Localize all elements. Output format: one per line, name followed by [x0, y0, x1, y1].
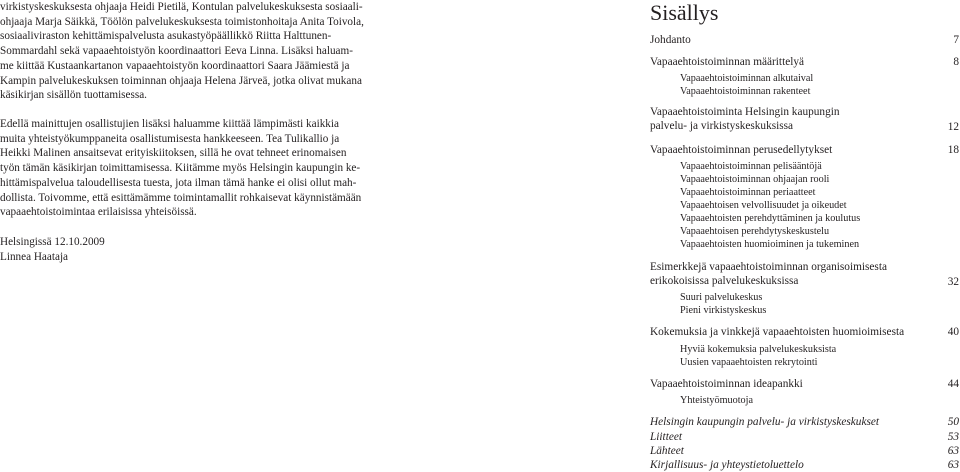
- text-line: vapaaehtoistoimintaa erilaisissa yhteisöissä.: [0, 206, 197, 219]
- text-line: työn tämän käsikirjan toimittamisessa. Kiitämme myös Helsingin kaupungin ke-: [0, 162, 361, 175]
- toc-entry-title: [650, 105, 840, 133]
- toc-page-number: 63: [947, 445, 959, 457]
- text-line: dollista. Toivomme, että esittämämme toimintamallit rohkaisevat käynnistämään: [0, 191, 362, 204]
- toc-page-number: 7: [953, 34, 959, 46]
- toc-entry-title: [680, 343, 836, 357]
- signature-author: Linnea Haataja: [0, 250, 69, 263]
- toc-entry-title-line: palvelu- ja virkistyskeskuksissa: [650, 120, 794, 132]
- toc-entry-title: [680, 212, 860, 226]
- toc-entry-title-line: Vapaaehtoistoiminnan rakenteet: [680, 86, 811, 97]
- thanks-paragraph: [0, 117, 361, 220]
- toc-entry-title-line: Vapaaehtoistoiminta Helsingin kaupungin: [650, 106, 840, 118]
- toc-entry-title: [680, 186, 816, 200]
- toc-entry-title-line: Johdanto: [650, 34, 691, 46]
- toc-entry-title-line: Suuri palvelukeskus: [680, 292, 763, 303]
- toc-entry-title-line: Pieni virkistyskeskus: [680, 305, 767, 316]
- toc-entry-title: [680, 85, 810, 99]
- text-line: Kampin palvelukeskuksen toiminnan ohjaaja Helena Järveä, jotka olivat mukana: [0, 74, 362, 87]
- toc-entry-title: [680, 160, 822, 174]
- text-line: käsikirjan sisällön tuottamisessa.: [0, 89, 147, 102]
- toc-entry-title-line: Vapaaehtoistoiminnan ideapankki: [650, 378, 803, 390]
- text-line: Sommardahl sekä vapaaehtoistyön koordinaattori Eeva Linna. Lisäksi haluam-: [0, 45, 353, 58]
- toc-entry-title: [650, 33, 691, 47]
- text-line: muita yhteistyökumppaneita osallistumisesta hankkeeseen. Tea Tulikallio ja: [0, 132, 340, 145]
- preface-page: [0, 0, 420, 472]
- toc-entry-title-line: Vapaaehtoistoiminnan pelisääntöjä: [680, 161, 822, 172]
- toc-entry-title: [680, 356, 818, 370]
- toc-entry-title-line: erikokoisissa palvelukeskuksissa: [650, 275, 799, 287]
- toc-entry-title-line: Vapaaehtoisen perehdytyskeskustelu: [680, 226, 830, 237]
- acknowledgement-paragraph: [0, 0, 364, 103]
- toc-entry-title-line: Vapaaehtoisten perehdyttäminen ja koulutus: [680, 213, 861, 224]
- toc-page-number: 53: [947, 431, 959, 443]
- toc-entry-title-line: Yhteistyömuotoja: [680, 395, 754, 406]
- toc-entry-title-line: Vapaaehtoistoiminnan alkutaival: [680, 73, 814, 84]
- toc-entry-title-line: Hyviä kokemuksia palvelukeskuksista: [680, 344, 837, 355]
- toc-page-number: 44: [947, 378, 959, 390]
- toc-entry-title: [650, 458, 804, 472]
- text-line: hittämispalvelua taloudellisesta tuesta, jota ilman tämä hanke ei olisi ollut mah-: [0, 176, 357, 189]
- toc-entry-title: [650, 415, 879, 429]
- toc-page-number: 8: [953, 56, 959, 68]
- toc-page-number: 63: [947, 459, 959, 471]
- toc-entry-title-line: Vapaaehtoistoiminnan perusedellytykset: [650, 144, 833, 156]
- toc-page-number: 50: [947, 416, 959, 428]
- toc-entry-title-line: Kirjallisuus- ja yhteystietoluettelo: [650, 459, 804, 471]
- toc-entry-title: [650, 55, 804, 69]
- toc-entry-title: [680, 225, 829, 239]
- toc-entry-title-line: Uusien vapaaehtoisten rekrytointi: [680, 357, 818, 368]
- signature-block: [0, 235, 105, 264]
- text-line: Edellä mainittujen osallistujien lisäksi haluamme kiittää lämpimästi kaikkia: [0, 118, 339, 130]
- toc-entry-title-line: Lähteet: [650, 445, 684, 457]
- toc-entry-title-line: Vapaaehtoisten huomioiminen ja tukeminen: [680, 239, 860, 250]
- signature-place-date: Helsingissä 12.10.2009: [0, 236, 105, 248]
- toc-entry-title-line: Vapaaehtoisen velvollisuudet ja oikeudet: [680, 200, 847, 211]
- toc-entry-title-line: Vapaaehtoistoiminnan ohjaajan rooli: [680, 174, 830, 185]
- toc-page-number: 18: [947, 144, 959, 156]
- toc-entry-title: [680, 394, 753, 408]
- toc-page-number: 12: [947, 121, 959, 133]
- toc-page-number: 32: [947, 276, 959, 288]
- toc-entry-title: [650, 377, 803, 391]
- text-line: virkistyskeskuksesta ohjaaja Heidi Pietilä, Kontulan palvelukeskuksesta sosiaali-: [0, 1, 363, 13]
- toc-title: Sisällys: [650, 0, 719, 25]
- toc-entry-title-line: Liitteet: [650, 431, 683, 443]
- toc-entry-title-line: Esimerkkejä vapaaehtoistoiminnan organisoimisesta: [650, 261, 887, 273]
- text-line: me kiittää Kustaankartanon vapaaehtoistyön koordinaattori Saara Jäämiestä ja: [0, 59, 350, 72]
- toc-entry-title-line: Vapaaehtoistoiminnan määrittelyä: [650, 56, 805, 68]
- toc-entry-title: [650, 325, 904, 339]
- toc-entry-title-line: Vapaaehtoistoiminnan periaatteet: [680, 187, 816, 198]
- toc-page-number: 40: [947, 326, 959, 338]
- table-of-contents-page: [650, 0, 960, 472]
- toc-entry-title-line: Helsingin kaupungin palvelu- ja virkistyskeskukset: [650, 416, 880, 428]
- text-line: Heikki Malinen ansaitsevat erityiskiitoksen, sillä he ovat tehneet erinomaisen: [0, 147, 347, 160]
- toc-entry-title: [680, 199, 847, 213]
- toc-entry-title: [680, 291, 762, 305]
- toc-entry-title-line: Kokemuksia ja vinkkejä vapaaehtoisten huomioimisesta: [650, 326, 905, 338]
- toc-entry-title: [650, 143, 832, 157]
- toc-entry-title: [680, 72, 813, 86]
- text-line: sosiaaliviraston kehittämispalvelusta asukastyöpäällikkö Riitta Halttunen-: [0, 30, 332, 43]
- toc-entry-title: [680, 173, 829, 187]
- toc-entry-title: [680, 304, 766, 318]
- text-line: ohjaaja Marja Säikkä, Töölön palvelukeskuksesta toimistonhoitaja Anita Toivola,: [0, 15, 364, 28]
- toc-entry-title: [650, 430, 682, 444]
- toc-entry-title: [680, 238, 859, 252]
- toc-entry-title: [650, 444, 684, 458]
- toc-entry-title: [650, 260, 887, 288]
